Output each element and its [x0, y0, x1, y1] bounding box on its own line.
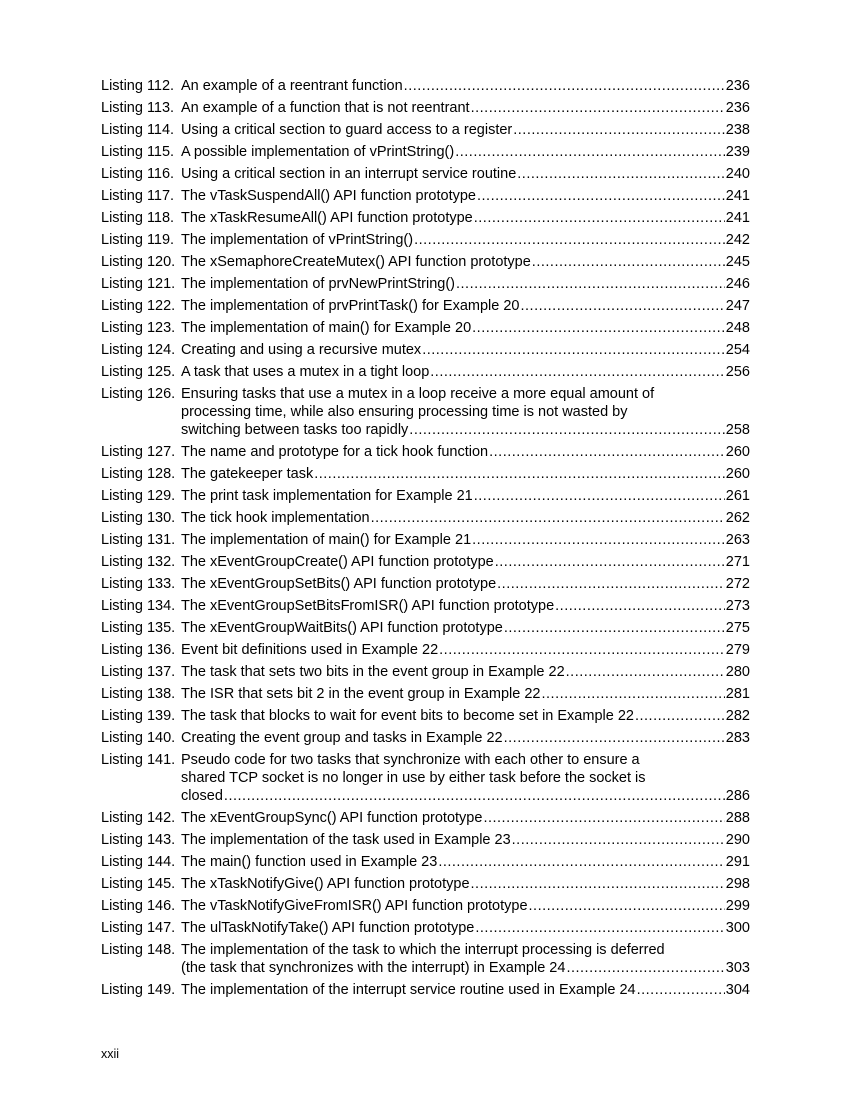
toc-entry[interactable] — [101, 295, 750, 317]
dot-leader — [472, 531, 725, 549]
listing-title — [181, 385, 750, 439]
toc-entry[interactable] — [101, 873, 750, 895]
listing-title — [181, 941, 750, 977]
listing-label: Listing 113. — [101, 100, 175, 116]
dot-leader — [512, 831, 725, 849]
listing-label: Listing 114. — [101, 122, 175, 138]
page-number: 241 — [725, 210, 750, 226]
dot-leader — [404, 77, 725, 95]
dot-leader — [517, 165, 725, 183]
page-number: 242 — [725, 232, 750, 248]
list-of-listings — [101, 75, 750, 1001]
page-number: 298 — [725, 876, 750, 892]
toc-entry[interactable] — [101, 339, 750, 361]
dot-leader — [422, 341, 725, 359]
toc-entry[interactable] — [101, 529, 750, 551]
listing-label: Listing 145. — [101, 876, 176, 892]
listing-title-line: (the task that synchronizes with the interrupt) in Example 24 — [181, 960, 566, 976]
dot-leader — [497, 575, 725, 593]
listing-title-line: The main() function used in Example 23 — [181, 854, 438, 870]
listing-title — [181, 531, 750, 549]
listing-title — [181, 553, 750, 571]
toc-entry[interactable] — [101, 163, 750, 185]
listing-title-line: Ensuring tasks that use a mutex in a loop receive a more equal amount of — [181, 386, 655, 402]
toc-entry[interactable] — [101, 317, 750, 339]
listing-label: Listing 115. — [101, 144, 175, 160]
toc-entry[interactable] — [101, 727, 750, 749]
listing-label: Listing 140. — [101, 730, 176, 746]
listing-label: Listing 116. — [101, 166, 175, 182]
dot-leader — [474, 209, 725, 227]
listing-title-line: shared TCP socket is no longer in use by either task before the socket is — [181, 770, 646, 786]
toc-entry[interactable] — [101, 251, 750, 273]
listing-title — [181, 575, 750, 593]
listing-label: Listing 123. — [101, 320, 176, 336]
listing-title — [181, 919, 750, 937]
page-number: 236 — [725, 78, 750, 94]
listing-title-line: The implementation of vPrintString() — [181, 232, 414, 248]
listing-label: Listing 126. — [101, 386, 176, 402]
page-number: 288 — [725, 810, 750, 826]
listing-label: Listing 141. — [101, 752, 176, 768]
dot-leader — [555, 597, 725, 615]
listing-label: Listing 129. — [101, 488, 176, 504]
listing-label: Listing 117. — [101, 188, 175, 204]
listing-label: Listing 146. — [101, 898, 176, 914]
listing-title — [181, 809, 750, 827]
listing-label: Listing 142. — [101, 810, 176, 826]
listing-label: Listing 132. — [101, 554, 176, 570]
page-number: 263 — [725, 532, 750, 548]
listing-title — [181, 663, 750, 681]
dot-leader — [532, 253, 725, 271]
listing-label: Listing 149. — [101, 982, 176, 998]
listing-title-line: The xTaskNotifyGive() API function prototype — [181, 876, 470, 892]
listing-title — [181, 981, 750, 999]
listing-title — [181, 875, 750, 893]
listing-title — [181, 487, 750, 505]
dot-leader — [371, 509, 725, 527]
dot-leader — [224, 787, 725, 805]
toc-entry[interactable] — [101, 807, 750, 829]
listing-label: Listing 118. — [101, 210, 175, 226]
listing-title — [181, 363, 750, 381]
page-number: 271 — [725, 554, 750, 570]
listing-label: Listing 133. — [101, 576, 176, 592]
listing-title-line: The implementation of the task used in Example 23 — [181, 832, 511, 848]
listing-label: Listing 124. — [101, 342, 176, 358]
listing-title-line: Creating and using a recursive mutex — [181, 342, 422, 358]
toc-entry[interactable] — [101, 939, 750, 979]
listing-title-line: The ulTaskNotifyTake() API function prototype — [181, 920, 475, 936]
page-number: 283 — [725, 730, 750, 746]
toc-entry[interactable] — [101, 851, 750, 873]
toc-entry[interactable] — [101, 361, 750, 383]
listing-title-line: The task that blocks to wait for event bits to become set in Example 22 — [181, 708, 634, 724]
listing-label: Listing 148. — [101, 942, 176, 958]
page-number: 238 — [725, 122, 750, 138]
listing-title-line: Pseudo code for two tasks that synchronize with each other to ensure a — [181, 752, 640, 768]
listing-title-line: The tick hook implementation — [181, 510, 370, 526]
toc-entry[interactable] — [101, 383, 750, 441]
toc-entry[interactable] — [101, 895, 750, 917]
listing-title-line: The xEventGroupCreate() API function prototype — [181, 554, 494, 570]
listing-title — [181, 853, 750, 871]
dot-leader — [635, 707, 725, 725]
listing-label: Listing 120. — [101, 254, 176, 270]
listing-label: Listing 147. — [101, 920, 176, 936]
page-number: 245 — [725, 254, 750, 270]
dot-leader — [504, 729, 725, 747]
dot-leader — [513, 121, 725, 139]
page-number: 247 — [725, 298, 750, 314]
listing-title-line: Using a critical section to guard access to a register — [181, 122, 513, 138]
listing-title — [181, 641, 750, 659]
page-number: 262 — [725, 510, 750, 526]
listing-label: Listing 112. — [101, 78, 175, 94]
page-number: 303 — [725, 960, 750, 976]
toc-entry[interactable] — [101, 573, 750, 595]
page-number: 282 — [725, 708, 750, 724]
listing-title-line: An example of a function that is not reentrant — [181, 100, 470, 116]
toc-entry[interactable] — [101, 829, 750, 851]
listing-title-line: The xEventGroupSetBits() API function prototype — [181, 576, 497, 592]
dot-leader — [489, 443, 725, 461]
toc-entry[interactable] — [101, 75, 750, 97]
listing-label: Listing 119. — [101, 232, 175, 248]
listing-title-line: A possible implementation of vPrintString() — [181, 144, 455, 160]
toc-entry[interactable] — [101, 97, 750, 119]
toc-entry[interactable] — [101, 441, 750, 463]
page-number: 260 — [725, 466, 750, 482]
listing-title-line: A task that uses a mutex in a tight loop — [181, 364, 430, 380]
dot-leader — [566, 959, 724, 977]
toc-entry[interactable] — [101, 705, 750, 727]
listing-title-line: The print task implementation for Example 21 — [181, 488, 473, 504]
listing-label: Listing 130. — [101, 510, 176, 526]
page-number: 281 — [725, 686, 750, 702]
listing-title-line: The xEventGroupSync() API function prototype — [181, 810, 483, 826]
listing-title — [181, 729, 750, 747]
dot-leader — [637, 981, 725, 999]
page-number: 280 — [725, 664, 750, 680]
listing-title-line: switching between tasks too rapidly — [181, 422, 409, 438]
listing-label: Listing 135. — [101, 620, 176, 636]
dot-leader — [520, 297, 724, 315]
page-number: 260 — [725, 444, 750, 460]
listing-label: Listing 121. — [101, 276, 176, 292]
dot-leader — [471, 875, 725, 893]
page-number: 254 — [725, 342, 750, 358]
page-number: 248 — [725, 320, 750, 336]
dot-leader — [409, 421, 725, 439]
page-number: 246 — [725, 276, 750, 292]
page-number: 304 — [725, 982, 750, 998]
listing-label: Listing 139. — [101, 708, 176, 724]
dot-leader — [477, 187, 725, 205]
listing-title-line: The implementation of the task to which the interrupt processing is deferred — [181, 942, 665, 958]
listing-title-line: The xEventGroupWaitBits() API function prototype — [181, 620, 503, 636]
listing-title-line: The vTaskSuspendAll() API function prototype — [181, 188, 476, 204]
page-number: 236 — [725, 100, 750, 116]
listing-title-line: Using a critical section in an interrupt service routine — [181, 166, 517, 182]
toc-entry[interactable] — [101, 141, 750, 163]
listing-title — [181, 143, 750, 161]
listing-title-line: The vTaskNotifyGiveFromISR() API function prototype — [181, 898, 528, 914]
listing-title-line: An example of a reentrant function — [181, 78, 403, 94]
listing-title-line: Creating the event group and tasks in Example 22 — [181, 730, 503, 746]
listing-title-line: The ISR that sets bit 2 in the event group in Example 22 — [181, 686, 541, 702]
listing-title-line: The xEventGroupSetBitsFromISR() API function prototype — [181, 598, 555, 614]
listing-label: Listing 125. — [101, 364, 176, 380]
listing-label: Listing 138. — [101, 686, 176, 702]
toc-entry[interactable] — [101, 551, 750, 573]
dot-leader — [314, 465, 725, 483]
dot-leader — [474, 487, 725, 505]
toc-entry[interactable] — [101, 485, 750, 507]
listing-label: Listing 137. — [101, 664, 176, 680]
listing-title — [181, 443, 750, 461]
page-number: 279 — [725, 642, 750, 658]
listing-title-line: The gatekeeper task — [181, 466, 314, 482]
toc-entry[interactable] — [101, 229, 750, 251]
toc-entry[interactable] — [101, 749, 750, 807]
page-number: 299 — [725, 898, 750, 914]
listing-title — [181, 253, 750, 271]
listing-label: Listing 122. — [101, 298, 176, 314]
listing-title-line: The xSemaphoreCreateMutex() API function prototype — [181, 254, 531, 270]
listing-title-line: Event bit definitions used in Example 22 — [181, 642, 439, 658]
listing-label: Listing 134. — [101, 598, 176, 614]
page-number: 261 — [725, 488, 750, 504]
listing-label: Listing 131. — [101, 532, 176, 548]
listing-title — [181, 99, 750, 117]
listing-title-line: The implementation of prvNewPrintString() — [181, 276, 455, 292]
toc-entry[interactable] — [101, 661, 750, 683]
toc-entry[interactable] — [101, 119, 750, 141]
page-number: 258 — [725, 422, 750, 438]
dot-leader — [504, 619, 725, 637]
page-number: 300 — [725, 920, 750, 936]
listing-title-line: The implementation of main() for Example 20 — [181, 320, 472, 336]
listing-label: Listing 136. — [101, 642, 176, 658]
toc-entry[interactable] — [101, 683, 750, 705]
dot-leader — [471, 99, 725, 117]
page-number: 286 — [725, 788, 750, 804]
page-number: 291 — [725, 854, 750, 870]
page-number-footer: xxii — [101, 1047, 120, 1061]
page-number: 290 — [725, 832, 750, 848]
listing-title — [181, 187, 750, 205]
dot-leader — [483, 809, 724, 827]
toc-entry[interactable] — [101, 639, 750, 661]
dot-leader — [529, 897, 725, 915]
listing-title-line: The xTaskResumeAll() API function prototype — [181, 210, 473, 226]
listing-title-line: processing time, while also ensuring processing time is not wasted by — [181, 404, 628, 420]
listing-title — [181, 231, 750, 249]
listing-title — [181, 897, 750, 915]
listing-title-line: The name and prototype for a tick hook function — [181, 444, 489, 460]
listing-title — [181, 685, 750, 703]
toc-entry[interactable] — [101, 979, 750, 1001]
listing-title — [181, 509, 750, 527]
listing-label: Listing 143. — [101, 832, 176, 848]
listing-title — [181, 297, 750, 315]
listing-title-line: The task that sets two bits in the event group in Example 22 — [181, 664, 565, 680]
toc-entry[interactable] — [101, 917, 750, 939]
listing-label: Listing 144. — [101, 854, 176, 870]
dot-leader — [495, 553, 725, 571]
dot-leader — [566, 663, 725, 681]
listing-title — [181, 165, 750, 183]
listing-title — [181, 121, 750, 139]
listing-title-line: The implementation of prvPrintTask() for Example 20 — [181, 298, 520, 314]
toc-entry[interactable] — [101, 207, 750, 229]
toc-entry[interactable] — [101, 273, 750, 295]
dot-leader — [439, 641, 725, 659]
listing-title — [181, 341, 750, 359]
dot-leader — [455, 143, 725, 161]
listing-title — [181, 209, 750, 227]
toc-entry[interactable] — [101, 463, 750, 485]
listing-title — [181, 275, 750, 293]
dot-leader — [541, 685, 724, 703]
page-number: 239 — [725, 144, 750, 160]
listing-title — [181, 465, 750, 483]
listing-label: Listing 128. — [101, 466, 176, 482]
listing-title — [181, 597, 750, 615]
dot-leader — [414, 231, 725, 249]
listing-title-line: The implementation of the interrupt service routine used in Example 24 — [181, 982, 636, 998]
dot-leader — [430, 363, 725, 381]
listing-title-line: The implementation of main() for Example 21 — [181, 532, 472, 548]
page-number: 275 — [725, 620, 750, 636]
listing-title — [181, 619, 750, 637]
listing-title — [181, 831, 750, 849]
dot-leader — [475, 919, 724, 937]
listing-title-line: closed — [181, 788, 223, 804]
dot-leader — [472, 319, 725, 337]
listing-label: Listing 127. — [101, 444, 176, 460]
listing-title — [181, 77, 750, 95]
listing-title — [181, 707, 750, 725]
page-number: 240 — [725, 166, 750, 182]
listing-title — [181, 751, 750, 805]
dot-leader — [438, 853, 724, 871]
toc-entry[interactable] — [101, 595, 750, 617]
page-number: 241 — [725, 188, 750, 204]
toc-entry[interactable] — [101, 617, 750, 639]
dot-leader — [456, 275, 725, 293]
page-number: 273 — [725, 598, 750, 614]
toc-entry[interactable] — [101, 507, 750, 529]
page-number: 272 — [725, 576, 750, 592]
toc-entry[interactable] — [101, 185, 750, 207]
listing-title — [181, 319, 750, 337]
page-number: 256 — [725, 364, 750, 380]
